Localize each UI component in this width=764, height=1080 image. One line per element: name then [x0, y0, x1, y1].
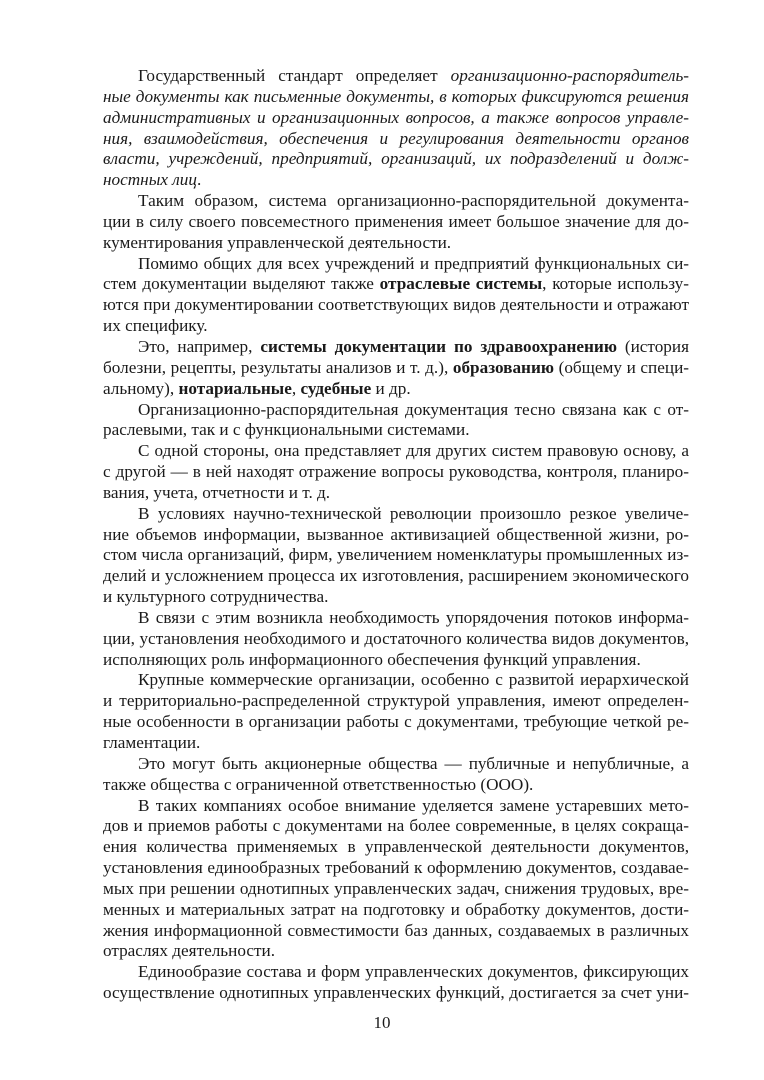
- text-run: и культурного сотрудничества.: [103, 587, 329, 607]
- text-run: В условиях научно-технической революции произошло резкое увеличе-: [138, 503, 689, 523]
- text-line: [103, 379, 689, 400]
- text-run: Крупные коммерческие организации, особенно с развитой иерархической: [138, 670, 689, 690]
- page-number: 10: [373, 1013, 391, 1032]
- text-run: С одной стороны, она представляет для других систем правовую основу, а: [138, 441, 689, 461]
- text-run: исполняющих роль информационного обеспечения функций управления.: [103, 649, 641, 669]
- text-run: кументирования управленческой деятельности.: [103, 232, 452, 252]
- text-run: Государственный стандарт определяет: [138, 66, 451, 85]
- text-line: [103, 900, 689, 921]
- text-run: гламентации.: [103, 733, 201, 752]
- text-line: [103, 254, 689, 275]
- text-run: жения информационной совместимости баз данных, создаваемых в различных: [103, 920, 689, 940]
- text-run: делий и усложнением процесса их изготовления, расширением экономического: [103, 566, 689, 586]
- text-line: [103, 858, 689, 879]
- text-run: также общества с ограниченной ответственностью (ООО).: [103, 774, 534, 794]
- text-line: [103, 87, 689, 108]
- paragraph: [103, 66, 689, 191]
- bold-text: судебные: [300, 378, 372, 398]
- paragraph: [103, 254, 689, 337]
- text-run: их специфику.: [103, 316, 208, 336]
- text-line: [103, 712, 689, 733]
- italic-text: ния, взаимодействия, обеспечения и регулирования деятельности органов: [103, 128, 689, 148]
- text-run: Это могут быть акционерные общества — публичные и непубличные, а: [138, 753, 689, 773]
- text-line: [103, 650, 689, 671]
- text-run: В таких компаниях особое внимание уделяется замене устаревших мето-: [138, 795, 689, 815]
- paragraph: [103, 670, 689, 753]
- paragraph: [103, 796, 689, 963]
- text-run: стом числа организаций, фирм, увеличением номенклатуры промышленных из-: [103, 545, 689, 565]
- paragraph: [103, 337, 689, 400]
- text-line: [103, 316, 689, 337]
- text-run: ции, установления необходимого и достаточного количества видов документов,: [103, 628, 689, 648]
- document-body: [103, 66, 689, 1004]
- bold-text: нотариальные: [178, 378, 292, 398]
- text-run: .: [196, 170, 202, 190]
- text-run: ции в силу своего повсеместного применения имеет большое значение для до-: [103, 211, 689, 231]
- text-line: [103, 962, 689, 983]
- text-run: Это, например,: [138, 336, 261, 356]
- text-run: мых при решении однотипных управленческих задач, снижения трудовых, вре-: [103, 878, 689, 898]
- text-run: Помимо общих для всех учреждений и предприятий функциональных си-: [138, 253, 689, 273]
- text-line: [103, 441, 689, 462]
- text-line: [103, 212, 689, 233]
- text-run: дов и приемов работы с документами на более современные, в целях сокраща-: [103, 816, 689, 836]
- text-line: [103, 566, 689, 587]
- paragraph: [103, 504, 689, 608]
- text-line: [103, 983, 689, 1004]
- text-run: ,: [291, 378, 301, 398]
- text-line: [103, 400, 689, 421]
- text-line: [103, 170, 689, 191]
- text-line: [103, 754, 689, 775]
- text-run: ются при документировании соответствующих видов деятельности и отражают: [103, 295, 689, 315]
- text-line: [103, 879, 689, 900]
- text-run: ения количества применяемых в управленческой деятельности документов,: [103, 837, 689, 857]
- text-line: [103, 629, 689, 650]
- text-run: (общему и специ-: [554, 357, 689, 377]
- text-line: [103, 191, 689, 212]
- text-line: [103, 691, 689, 712]
- text-run: осуществление однотипных управленческих функций, достигается за счет уни-: [103, 983, 689, 1003]
- text-line: [103, 358, 689, 379]
- text-run: Организационно-распорядительная документация тесно связана как с от-: [138, 399, 689, 419]
- text-run: раслевыми, так и с функциональными системами.: [103, 420, 470, 440]
- text-run: В связи с этим возникла необходимость упорядочения потоков информа-: [138, 607, 689, 627]
- text-line: [103, 670, 689, 691]
- text-line: [103, 837, 689, 858]
- paragraph: [103, 441, 689, 504]
- text-run: ние объемов информации, вызванное активизацией общественной жизни, ро-: [103, 524, 689, 544]
- paragraph: [103, 400, 689, 442]
- text-run: Единообразие состава и форм управленческих документов, фиксирующих: [138, 962, 689, 982]
- text-line: [103, 504, 689, 525]
- text-run: менных и материальных затрат на подготовку и обработку документов, дости-: [103, 899, 689, 919]
- text-run: и территориально-распределенной структурой управления, имеют определен-: [103, 691, 689, 711]
- italic-text: власти, учреждений, предприятий, организаций, их подразделений и долж-: [103, 149, 689, 169]
- text-run: Таким образом, система организационно-распорядительной документа-: [138, 191, 689, 211]
- text-run: альному),: [103, 378, 179, 398]
- text-line: [103, 233, 689, 254]
- text-line: [103, 108, 689, 129]
- text-run: с другой — в ней находят отражение вопросы руководства, контроля, планиро-: [103, 462, 689, 482]
- paragraph: [103, 191, 689, 254]
- text-line: [103, 483, 689, 504]
- text-run: и др.: [371, 378, 411, 398]
- text-line: [103, 66, 689, 87]
- text-run: стем документации выделяют также: [103, 274, 380, 294]
- text-line: [103, 921, 689, 942]
- text-run: отраслях деятельности.: [103, 941, 276, 961]
- text-line: [103, 816, 689, 837]
- italic-text: ностных лиц: [103, 170, 197, 190]
- italic-text: ные документы как письменные документы, в которых фиксируются решения: [103, 86, 689, 106]
- text-line: [103, 545, 689, 566]
- text-line: [103, 462, 689, 483]
- text-run: ные особенности в организации работы с документами, требующие четкой ре-: [103, 712, 689, 732]
- text-line: [103, 525, 689, 546]
- text-line: [103, 295, 689, 316]
- italic-text: административных и организационных вопросов, а также вопросов управле-: [103, 107, 689, 127]
- text-run: (история: [616, 336, 689, 356]
- paragraph: [103, 962, 689, 1004]
- bold-text: образованию: [452, 357, 554, 377]
- bold-text: отраслевые системы: [379, 274, 543, 294]
- text-line: [103, 733, 689, 754]
- text-line: [103, 608, 689, 629]
- text-line: [103, 587, 689, 608]
- paragraph: [103, 608, 689, 671]
- text-run: , которые использу-: [542, 274, 689, 294]
- bold-text: системы документации по здравоохранению: [260, 336, 617, 356]
- text-line: [103, 941, 689, 962]
- text-line: [103, 337, 689, 358]
- text-run: болезни, рецепты, результаты анализов и т. д.),: [103, 357, 453, 377]
- text-line: [103, 274, 689, 295]
- text-run: установления единообразных требований к оформлению документов, создавае-: [103, 858, 689, 878]
- italic-text: организационно-распорядитель-: [450, 66, 689, 85]
- text-line: [103, 775, 689, 796]
- text-line: [103, 796, 689, 817]
- text-line: [103, 149, 689, 170]
- text-line: [103, 129, 689, 150]
- text-run: вания, учета, отчетности и т. д.: [103, 482, 331, 502]
- text-line: [103, 420, 689, 441]
- paragraph: [103, 754, 689, 796]
